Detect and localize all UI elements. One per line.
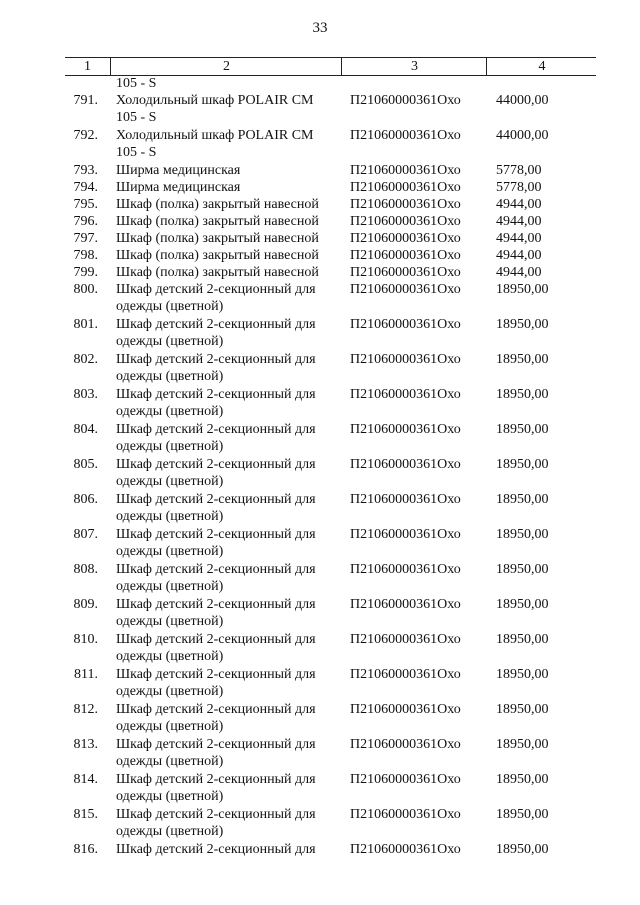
table-row xyxy=(0,841,640,858)
row-description-line: Шкаф детский 2-секционный для xyxy=(116,317,316,332)
row-description xyxy=(116,230,319,247)
row-description-line: одежды (цветной) xyxy=(116,579,224,594)
table-row xyxy=(0,701,640,736)
row-code: П21060000361Охо xyxy=(350,214,461,229)
row-price: 44000,00 xyxy=(496,93,549,108)
row-price: 18950,00 xyxy=(496,492,549,507)
row-description-line: Шкаф детский 2-секционный для xyxy=(116,387,316,402)
table-row xyxy=(0,456,640,491)
row-number: 813. xyxy=(73,737,98,752)
table-row xyxy=(0,162,640,179)
row-price: 18950,00 xyxy=(496,842,549,857)
row-description xyxy=(116,179,240,196)
row-price: 18950,00 xyxy=(496,282,549,297)
row-description-line: одежды (цветной) xyxy=(116,299,224,314)
table-row xyxy=(0,526,640,561)
row-price: 18950,00 xyxy=(496,352,549,367)
row-code: П21060000361Охо xyxy=(350,93,461,108)
row-code: П21060000361Охо xyxy=(350,265,461,280)
row-price: 18950,00 xyxy=(496,562,549,577)
table-row xyxy=(0,230,640,247)
row-description-line: одежды (цветной) xyxy=(116,404,224,419)
table-row xyxy=(0,596,640,631)
row-description xyxy=(116,247,319,264)
row-number: 804. xyxy=(73,422,98,437)
row-number: 812. xyxy=(73,702,98,717)
row-description-line: одежды (цветной) xyxy=(116,719,224,734)
row-number: 802. xyxy=(73,352,98,367)
table-row xyxy=(0,491,640,526)
row-number: 801. xyxy=(73,317,98,332)
row-code: П21060000361Охо xyxy=(350,163,461,178)
table-row xyxy=(0,421,640,456)
row-description-line: одежды (цветной) xyxy=(116,824,224,839)
row-description-line: Шкаф детский 2-секционный для xyxy=(116,352,316,367)
row-description-line: Шкаф (полка) закрытый навесной xyxy=(116,214,319,229)
row-description-line: Шкаф детский 2-секционный для xyxy=(116,772,316,787)
row-number: 793. xyxy=(73,163,98,178)
row-price: 4944,00 xyxy=(496,248,542,263)
row-code: П21060000361Охо xyxy=(350,197,461,212)
row-description-line: Шкаф детский 2-секционный для xyxy=(116,457,316,472)
row-number: 806. xyxy=(73,492,98,507)
row-code: П21060000361Охо xyxy=(350,422,461,437)
row-description xyxy=(116,127,314,161)
row-description-line: одежды (цветной) xyxy=(116,474,224,489)
table-row xyxy=(0,631,640,666)
row-code: П21060000361Охо xyxy=(350,128,461,143)
table-row xyxy=(0,213,640,230)
row-number: 796. xyxy=(73,214,98,229)
table-row xyxy=(0,247,640,264)
row-number: 807. xyxy=(73,527,98,542)
column-header-4: 4 xyxy=(486,58,597,75)
row-price: 18950,00 xyxy=(496,702,549,717)
row-description xyxy=(116,666,316,700)
row-price: 18950,00 xyxy=(496,737,549,752)
row-price: 18950,00 xyxy=(496,807,549,822)
row-description-line: Шкаф детский 2-секционный для xyxy=(116,492,316,507)
row-description xyxy=(116,631,316,665)
row-price: 18950,00 xyxy=(496,457,549,472)
row-code: П21060000361Охо xyxy=(350,597,461,612)
row-number: 815. xyxy=(73,807,98,822)
row-description-line: Холодильный шкаф POLAIR CM xyxy=(116,93,314,108)
row-number: 798. xyxy=(73,248,98,263)
row-description-line: Холодильный шкаф POLAIR CM xyxy=(116,128,314,143)
row-price: 18950,00 xyxy=(496,317,549,332)
row-description xyxy=(116,421,316,455)
row-price: 5778,00 xyxy=(496,180,542,195)
row-code: П21060000361Охо xyxy=(350,842,461,857)
row-description-line: Шкаф детский 2-секционный для xyxy=(116,667,316,682)
row-description-line: одежды (цветной) xyxy=(116,544,224,559)
row-description-line: Шкаф детский 2-секционный для xyxy=(116,527,316,542)
row-description xyxy=(116,351,316,385)
row-code: П21060000361Охо xyxy=(350,352,461,367)
row-description xyxy=(116,264,319,281)
table-header xyxy=(65,57,596,76)
row-description xyxy=(116,162,240,179)
row-description xyxy=(116,561,316,595)
row-description-line: Шкаф детский 2-секционный для xyxy=(116,422,316,437)
row-description-line: Шкаф (полка) закрытый навесной xyxy=(116,248,319,263)
row-description xyxy=(116,736,316,770)
row-code: П21060000361Охо xyxy=(350,527,461,542)
table-row xyxy=(0,281,640,316)
column-header-2: 2 xyxy=(110,58,342,75)
row-description-line: Ширма медицинская xyxy=(116,163,241,178)
row-description xyxy=(116,456,316,490)
row-number: 805. xyxy=(73,457,98,472)
table-row xyxy=(0,351,640,386)
row-description xyxy=(116,213,319,230)
row-description xyxy=(116,596,316,630)
row-price: 4944,00 xyxy=(496,265,542,280)
row-description-line: Ширма медицинская xyxy=(116,180,241,195)
row-number: 797. xyxy=(73,231,98,246)
row-code: П21060000361Охо xyxy=(350,562,461,577)
row-price: 44000,00 xyxy=(496,128,549,143)
column-header-1: 1 xyxy=(84,59,91,74)
row-price: 18950,00 xyxy=(496,527,549,542)
row-description xyxy=(116,806,316,840)
table-row xyxy=(0,771,640,806)
continuation-row xyxy=(0,75,640,92)
row-description-line: Шкаф детский 2-секционный для xyxy=(116,562,316,577)
row-code: П21060000361Охо xyxy=(350,492,461,507)
row-description xyxy=(116,92,314,126)
row-description-line: одежды (цветной) xyxy=(116,369,224,384)
row-description-line: 105 - S xyxy=(116,145,157,160)
row-price: 18950,00 xyxy=(496,422,549,437)
table-row xyxy=(0,92,640,127)
row-number: 791. xyxy=(73,93,98,108)
column-header-3: 3 xyxy=(341,58,487,75)
row-description xyxy=(116,386,316,420)
row-description xyxy=(116,281,316,315)
row-code: П21060000361Охо xyxy=(350,667,461,682)
row-number: 803. xyxy=(73,387,98,402)
row-description-line: одежды (цветной) xyxy=(116,754,224,769)
table-row xyxy=(0,179,640,196)
row-description-line: Шкаф детский 2-секционный для xyxy=(116,702,316,717)
row-price: 18950,00 xyxy=(496,387,549,402)
row-description xyxy=(116,841,316,858)
table-row xyxy=(0,127,640,162)
row-code: П21060000361Охо xyxy=(350,282,461,297)
row-code: П21060000361Охо xyxy=(350,737,461,752)
row-description-line: одежды (цветной) xyxy=(116,684,224,699)
row-description-line: Шкаф детский 2-секционный для xyxy=(116,842,316,857)
row-code: П21060000361Охо xyxy=(350,180,461,195)
row-description-line: одежды (цветной) xyxy=(116,649,224,664)
row-code: П21060000361Охо xyxy=(350,457,461,472)
table-row xyxy=(0,561,640,596)
row-description-line: 105 - S xyxy=(116,110,157,125)
row-description-line: одежды (цветной) xyxy=(116,334,224,349)
row-number: 814. xyxy=(73,772,98,787)
row-description xyxy=(116,526,316,560)
row-code: П21060000361Охо xyxy=(350,317,461,332)
row-number: 799. xyxy=(73,265,98,280)
table-body xyxy=(0,75,640,858)
row-number: 792. xyxy=(73,128,98,143)
row-price: 18950,00 xyxy=(496,772,549,787)
row-price: 4944,00 xyxy=(496,214,542,229)
row-code: П21060000361Охо xyxy=(350,772,461,787)
row-number: 808. xyxy=(73,562,98,577)
row-price: 18950,00 xyxy=(496,667,549,682)
row-code: П21060000361Охо xyxy=(350,702,461,717)
row-description-line: одежды (цветной) xyxy=(116,614,224,629)
row-description-line: Шкаф детский 2-секционный для xyxy=(116,737,316,752)
row-description xyxy=(116,491,316,525)
row-number: 800. xyxy=(73,282,98,297)
row-code: П21060000361Охо xyxy=(350,248,461,263)
table-row xyxy=(0,806,640,841)
row-description-line: одежды (цветной) xyxy=(116,509,224,524)
row-price: 4944,00 xyxy=(496,197,542,212)
row-code: П21060000361Охо xyxy=(350,231,461,246)
row-description-line: Шкаф детский 2-секционный для xyxy=(116,632,316,647)
row-code: П21060000361Охо xyxy=(350,387,461,402)
row-number: 816. xyxy=(73,842,98,857)
row-description-line: Шкаф детский 2-секционный для xyxy=(116,807,316,822)
row-number: 811. xyxy=(74,667,98,682)
row-description-line: Шкаф (полка) закрытый навесной xyxy=(116,265,319,280)
row-description-line: Шкаф (полка) закрытый навесной xyxy=(116,231,319,246)
row-price: 18950,00 xyxy=(496,597,549,612)
row-description-line: Шкаф детский 2-секционный для xyxy=(116,282,316,297)
row-number: 794. xyxy=(73,180,98,195)
page-number: 33 xyxy=(312,20,328,36)
row-description-line: Шкаф (полка) закрытый навесной xyxy=(116,197,319,212)
row-price: 5778,00 xyxy=(496,163,542,178)
row-description xyxy=(116,771,316,805)
row-number: 809. xyxy=(73,597,98,612)
row-price: 4944,00 xyxy=(496,231,542,246)
row-description xyxy=(116,701,316,735)
row-code: П21060000361Охо xyxy=(350,807,461,822)
row-number: 810. xyxy=(73,632,98,647)
table-row xyxy=(0,666,640,701)
table-row xyxy=(0,316,640,351)
table-row xyxy=(0,736,640,771)
row-description-line: Шкаф детский 2-секционный для xyxy=(116,597,316,612)
row-description: 105 - S xyxy=(116,76,157,91)
table-row xyxy=(0,196,640,213)
row-description xyxy=(116,316,316,350)
row-description-line: одежды (цветной) xyxy=(116,789,224,804)
row-price: 18950,00 xyxy=(496,632,549,647)
row-description xyxy=(116,196,319,213)
table-row xyxy=(0,264,640,281)
row-number: 795. xyxy=(73,197,98,212)
table-row xyxy=(0,386,640,421)
row-description-line: одежды (цветной) xyxy=(116,439,224,454)
row-code: П21060000361Охо xyxy=(350,632,461,647)
